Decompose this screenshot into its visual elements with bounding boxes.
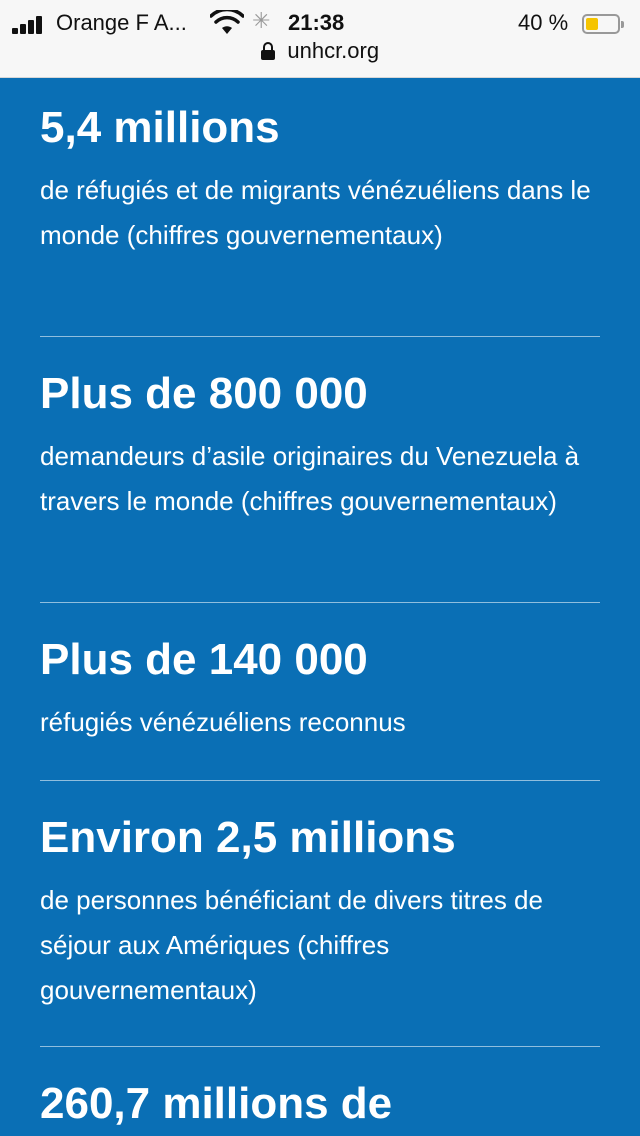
status-time: 21:38 [288,10,345,35]
lock-icon [261,42,275,60]
stat-block [40,368,600,524]
stat-description: réfugiés vénézuéliens reconnus [40,707,406,737]
divider [40,1046,600,1047]
stats-section [0,78,640,1136]
loading-spinner-icon: ✳ [252,8,271,33]
stat-value: 260,7 millions de [40,1079,393,1128]
stat-value: Plus de 140 000 [40,635,368,684]
stat-value: Environ 2,5 millions [40,813,456,862]
stat-value: 5,4 millions [40,103,280,152]
divider [40,336,600,337]
carrier-name: Orange F A... [56,10,187,35]
stat-block [40,1078,600,1130]
status-bar [0,6,640,40]
battery-icon [582,14,620,34]
stat-block [40,102,600,258]
stat-block [40,812,600,1013]
battery-level-fill [586,18,598,30]
wifi-icon [210,10,244,36]
stat-description: de personnes bénéficiant de divers titres de séjour aux Amériques (chiffres gouvernementaux) [40,885,543,1005]
stat-description: de réfugiés et de migrants vénézuéliens dans le monde (chiffres gouvernementaux) [40,175,591,250]
url-text[interactable]: unhcr.org [287,38,380,63]
browser-top-bar [0,0,640,78]
divider [40,602,600,603]
address-bar[interactable] [0,38,640,70]
stat-description: demandeurs d’asile originaires du Venezuela à travers le monde (chiffres gouvernementaux) [40,441,580,516]
stat-value: Plus de 800 000 [40,369,368,418]
stat-block [40,634,600,745]
divider [40,780,600,781]
battery-percentage: 40 % [518,10,569,35]
cellular-signal-icon [12,16,46,34]
